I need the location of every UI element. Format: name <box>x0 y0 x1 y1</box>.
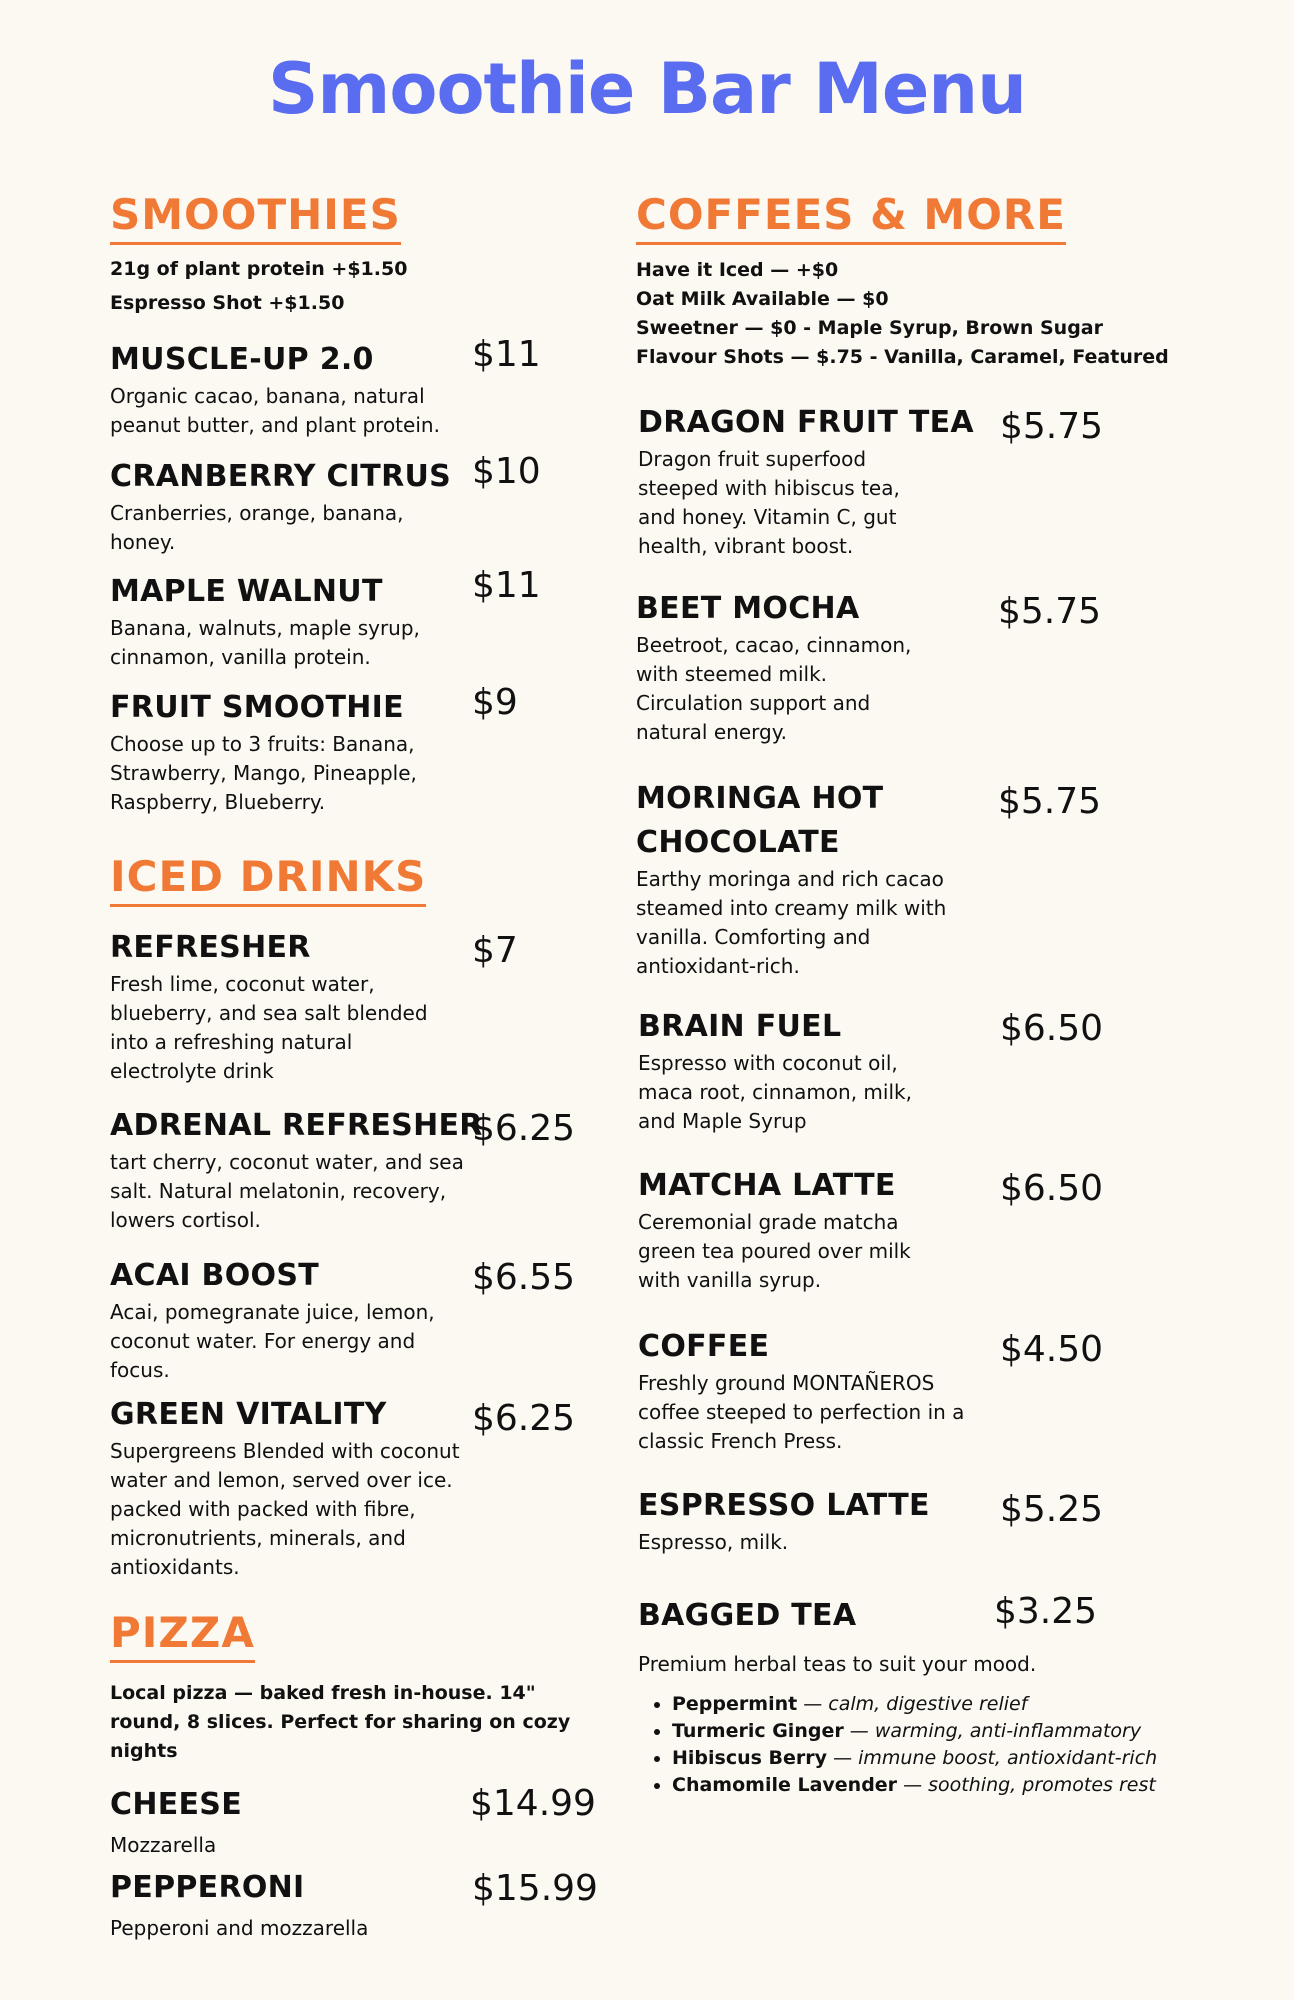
section-heading-iced-drinks: ICED DRINKS <box>110 852 426 907</box>
option-oat-milk: Oat Milk Available — $0 <box>636 288 889 310</box>
section-heading-pizza: PIZZA <box>110 1608 255 1663</box>
item-name: MAPLE WALNUT <box>110 574 383 609</box>
coffees-options-note <box>636 256 1196 372</box>
menu-item <box>638 401 978 561</box>
section-heading-coffees: COFFEES & MORE <box>636 190 1066 245</box>
option-iced: Have it Iced — +$0 <box>636 259 839 281</box>
item-price: $14.99 <box>470 1783 596 1824</box>
item-description: Pepperoni and mozzarella <box>110 1916 369 1940</box>
item-description: Banana, walnuts, maple syrup, cinnamon, vanilla protein. <box>110 616 420 669</box>
tea-name: Peppermint <box>672 1693 798 1715</box>
menu-item <box>638 1164 978 1295</box>
item-name: MATCHA LATTE <box>638 1168 896 1203</box>
tea-list-item: • Hibiscus Berry — immune boost, antioxidant-rich <box>672 1745 1232 1772</box>
tea-list-item: • Chamomile Lavender — soothing, promotes rest <box>672 1772 1232 1799</box>
tea-note: immune boost, antioxidant-rich <box>858 1747 1158 1769</box>
item-price: $6.55 <box>472 1257 576 1298</box>
item-price: $5.25 <box>1000 1489 1104 1530</box>
tea-list <box>638 1691 1232 1799</box>
item-name: CHEESE <box>110 1787 243 1822</box>
tea-name: Turmeric Ginger <box>672 1720 844 1742</box>
item-description: Choose up to 3 fruits: Banana, Strawberry, Mango, Pineapple, Raspberry, Blueberry. <box>110 732 417 814</box>
item-price: $4.50 <box>1000 1329 1104 1370</box>
item-description: Acai, pomegranate juice, lemon, coconut water. For energy and focus. <box>110 1300 435 1382</box>
item-name: MORINGA HOT CHOCOLATE <box>636 781 884 860</box>
option-sweetener: Sweetner — $0 - Maple Syrup, Brown Sugar <box>636 317 1104 339</box>
item-description: Supergreens Blended with coconut water and lemon, served over ice. packed with packed with fibre, micronutrients, minerals, and antioxidants. <box>110 1439 460 1579</box>
section-heading-smoothies: SMOOTHIES <box>110 190 401 245</box>
item-description: Freshly ground MONTAÑEROS coffee steeped to perfection in a classic French Press. <box>638 1371 965 1453</box>
item-price: $5.75 <box>998 781 1102 822</box>
item-name: ESPRESSO LATTE <box>638 1488 930 1523</box>
item-price: $5.75 <box>1000 406 1104 447</box>
item-name: PEPPERONI <box>110 1870 305 1905</box>
item-description: Espresso with coconut oil, maca root, cinnamon, milk, and Maple Syrup <box>638 1051 912 1133</box>
item-name: DRAGON FRUIT TEA <box>638 405 974 440</box>
menu-item <box>636 777 976 981</box>
item-description: tart cherry, coconut water, and sea salt. Natural melatonin, recovery, lowers cortisol. <box>110 1150 464 1232</box>
item-name: CRANBERRY CITRUS <box>110 459 452 494</box>
pizza-note: Local pizza — baked fresh in-house. 14" round, 8 slices. Perfect for sharing on cozy nights <box>110 1682 571 1762</box>
addon-espresso: Espresso Shot +$1.50 <box>110 292 345 314</box>
menu-title: Smoothie Bar Menu <box>268 48 1026 130</box>
item-price: $15.99 <box>472 1868 598 1909</box>
item-price: $6.50 <box>1000 1008 1104 1049</box>
item-name: MUSCLE-UP 2.0 <box>110 342 374 377</box>
item-price: $6.50 <box>1000 1168 1104 1209</box>
item-price: $9 <box>472 682 518 723</box>
item-name-bagged-tea: BAGGED TEA <box>638 1598 857 1633</box>
tea-note: warming, anti-inflammatory <box>874 1720 1142 1742</box>
item-description: Fresh lime, coconut water, blueberry, and sea salt blended into a refreshing natural electrolyte drink <box>110 972 428 1083</box>
menu-item <box>636 587 976 747</box>
item-price: $5.75 <box>998 591 1102 632</box>
item-description: Espresso, milk. <box>638 1530 789 1554</box>
item-price: $6.25 <box>472 1108 576 1149</box>
item-description: Dragon fruit superfood steeped with hibiscus tea, and honey. Vitamin C, gut health, vibrant boost. <box>638 447 900 558</box>
item-name: COFFEE <box>638 1329 770 1364</box>
item-description: Beetroot, cacao, cinnamon, with steemed milk. Circulation support and natural energy. <box>636 633 912 744</box>
item-description: Premium herbal teas to suit your mood. <box>638 1652 1037 1676</box>
item-price: $11 <box>472 334 541 375</box>
item-name: ACAI BOOST <box>110 1258 320 1293</box>
item-description: Ceremonial grade matcha green tea poured over milk with vanilla syrup. <box>638 1210 911 1292</box>
item-price: $10 <box>472 451 541 492</box>
item-description: Organic cacao, banana, natural peanut butter, and plant protein. <box>110 384 440 437</box>
item-price: $6.25 <box>472 1398 576 1439</box>
smoothies-addon-note <box>110 252 510 320</box>
item-description: Earthy moringa and rich cacao steamed into creamy milk with vanilla. Comforting and antioxidant-rich. <box>636 867 947 978</box>
item-name: BRAIN FUEL <box>638 1009 842 1044</box>
option-flavour-shots: Flavour Shots — $.75 - Vanilla, Caramel, Featured <box>636 346 1169 368</box>
item-name: ADRENAL REFRESHER <box>110 1108 483 1143</box>
menu-item <box>638 1005 978 1136</box>
item-price: $3.25 <box>994 1591 1098 1632</box>
tea-list-item: • Turmeric Ginger — warming, anti-inflammatory <box>672 1718 1232 1745</box>
tea-list-item: • Peppermint — calm, digestive relief <box>672 1691 1232 1718</box>
item-name: BEET MOCHA <box>636 591 860 626</box>
item-name: REFRESHER <box>110 930 311 965</box>
item-name: FRUIT SMOOTHIE <box>110 690 404 725</box>
item-name: GREEN VITALITY <box>110 1397 387 1432</box>
menu-item <box>638 1484 978 1557</box>
menu-item <box>638 1325 998 1456</box>
tea-note: soothing, promotes rest <box>928 1774 1156 1796</box>
item-price: $11 <box>472 565 541 606</box>
tea-name: Chamomile Lavender <box>672 1774 898 1796</box>
item-description: Mozzarella <box>110 1833 217 1857</box>
item-price: $7 <box>472 930 518 971</box>
tea-name: Hibiscus Berry <box>672 1747 828 1769</box>
addon-protein: 21g of plant protein +$1.50 <box>110 258 408 280</box>
tea-note: calm, digestive relief <box>828 1693 1028 1715</box>
item-description: Cranberries, orange, banana, honey. <box>110 501 404 554</box>
